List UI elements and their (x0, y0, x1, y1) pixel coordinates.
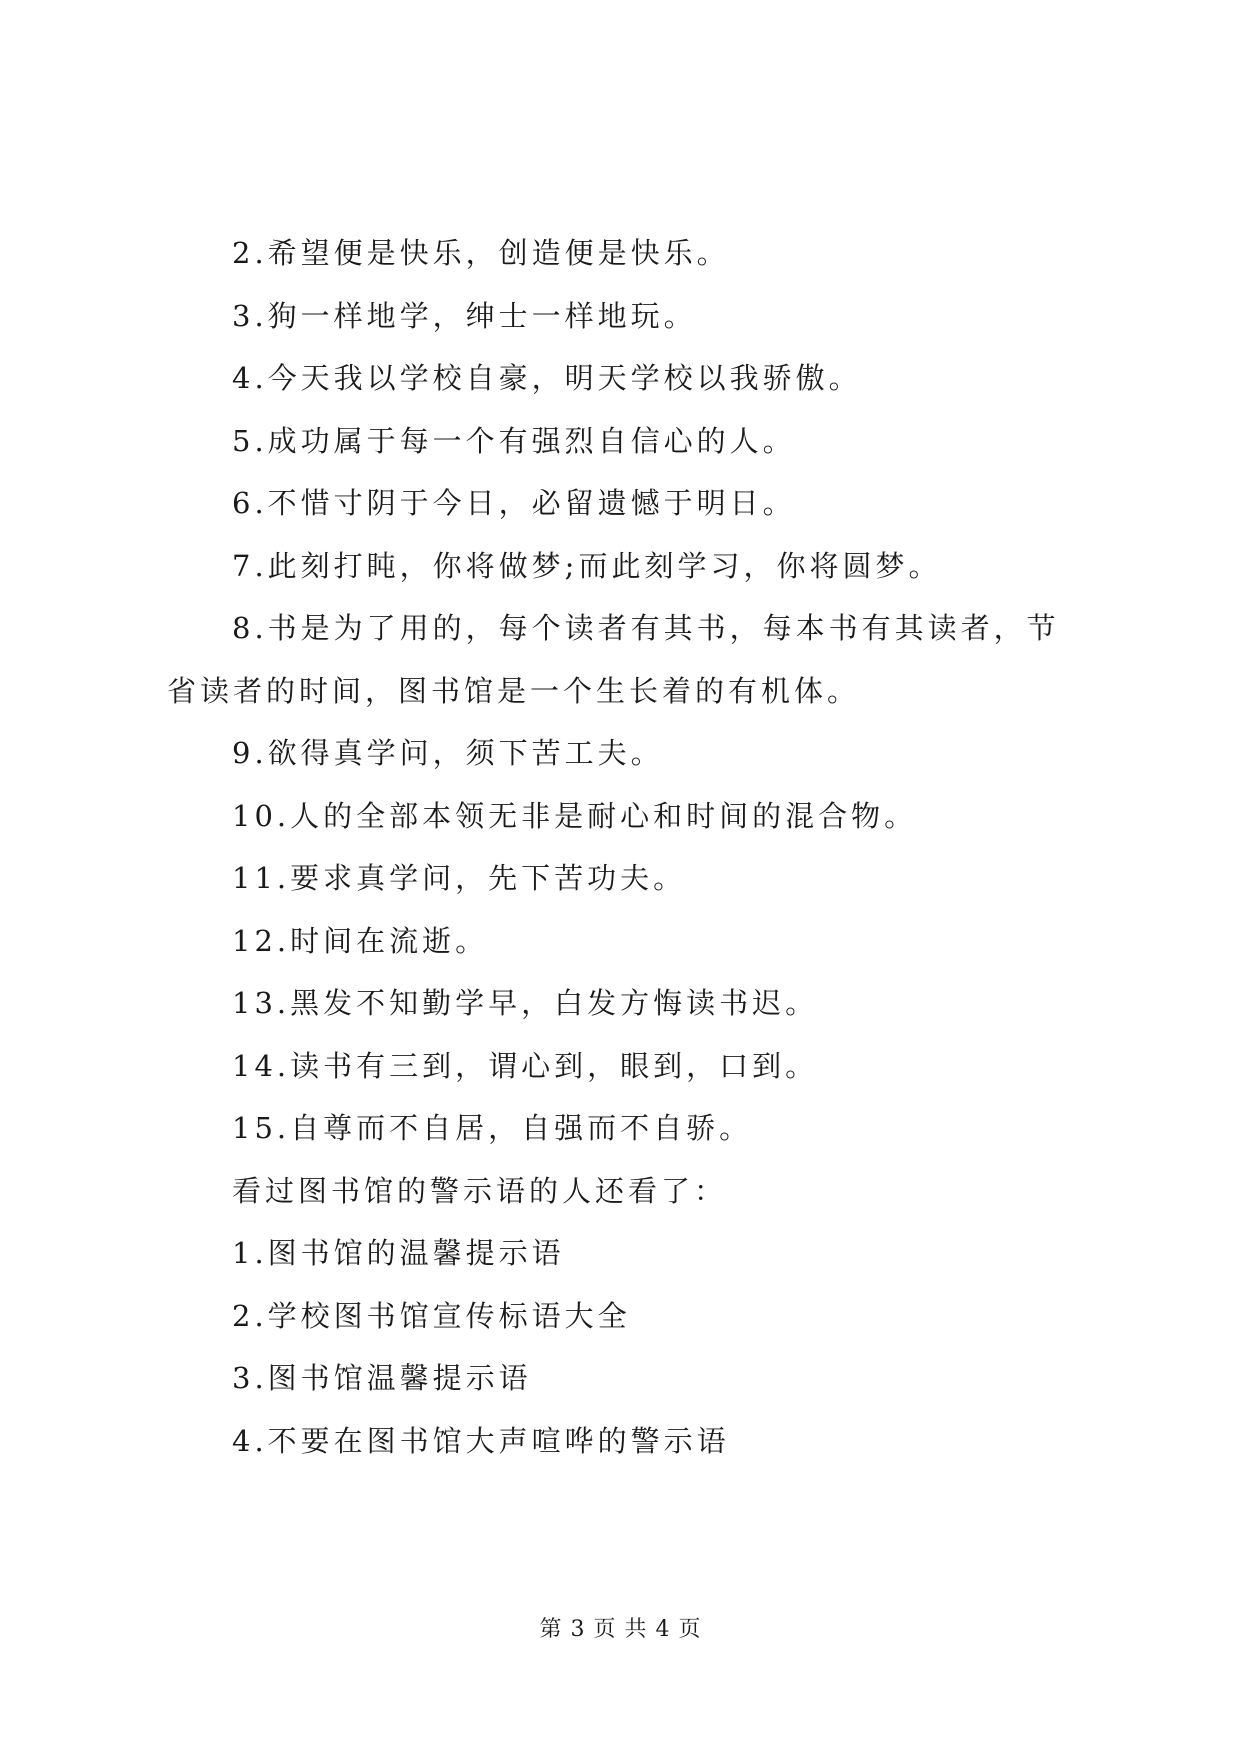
related-heading: 看过图书馆的警示语的人还看了： (232, 1173, 728, 1208)
paragraph-line-8: 9.欲得真学问，须下苦工夫。 (232, 736, 664, 770)
related-item-2: 2.学校图书馆宣传标语大全 (232, 1298, 631, 1333)
paragraph-line-6: 7.此刻打盹，你将做梦;而此刻学习，你将圆梦。 (232, 548, 942, 583)
related-item-3: 3.图书馆温馨提示语 (232, 1361, 532, 1395)
related-item-1: 1.图书馆的温馨提示语 (232, 1236, 565, 1270)
paragraph-line-1: 2.希望便是快乐，创造便是快乐。 (232, 236, 730, 270)
paragraph-line-12: 13.黑发不知勤学早，白发方悔读书迟。 (232, 986, 819, 1020)
paragraph-line-14: 15.自尊而不自居，自强而不自骄。 (232, 1111, 753, 1145)
paragraph-line-4: 5.成功属于每一个有强烈自信心的人。 (232, 423, 796, 458)
paragraph-line-9: 10.人的全部本领无非是耐心和时间的混合物。 (232, 798, 918, 833)
page-number-footer: 第 3 页 共 4 页 (539, 1617, 702, 1642)
document-body (167, 222, 1087, 1472)
paragraph-line-3: 4.今天我以学校自豪，明天学校以我骄傲。 (232, 361, 862, 395)
paragraph-line-11: 12.时间在流逝。 (232, 923, 489, 958)
paragraph-line-5: 6.不惜寸阴于今日，必留遗憾于明日。 (232, 486, 796, 520)
paragraph-line-7: 8.书是为了用的，每个读者有其书，每本书有其读者，节省读者的时间，图书馆是一个生长着的有机体。 (167, 611, 1060, 708)
related-item-4: 4.不要在图书馆大声喧哗的警示语 (232, 1423, 730, 1458)
paragraph-line-2: 3.狗一样地学，绅士一样地玩。 (232, 298, 697, 333)
paragraph-line-10: 11.要求真学问，先下苦功夫。 (232, 861, 687, 895)
paragraph-line-13: 14.读书有三到，谓心到，眼到，口到。 (232, 1048, 819, 1083)
